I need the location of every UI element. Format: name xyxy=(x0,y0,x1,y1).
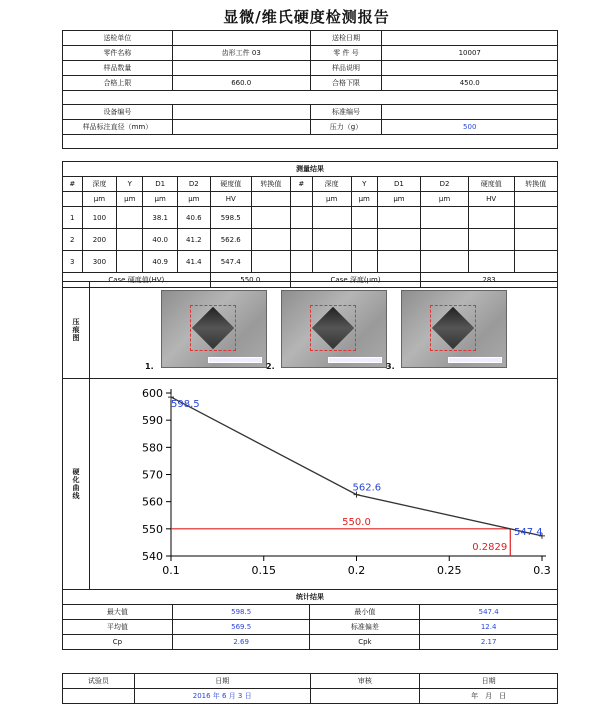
col-header: 深度 xyxy=(82,177,117,192)
signature-table xyxy=(62,673,558,704)
x-tick-label: 0.15 xyxy=(251,564,276,577)
info-label: 零 件 号 xyxy=(310,46,382,61)
x-tick-label: 0.3 xyxy=(533,564,551,577)
row-index: 2 xyxy=(63,229,83,251)
measure-header-row xyxy=(63,177,558,192)
table-row xyxy=(63,207,558,229)
d2-cell: 40.6 xyxy=(178,207,211,229)
col-header: D1 xyxy=(377,177,420,192)
unit-cell: μm xyxy=(351,192,377,207)
measure-table xyxy=(62,161,558,288)
signature-value xyxy=(310,689,420,704)
signature-label-row xyxy=(63,674,558,689)
case-hardness-label: Case 硬度值(HV) xyxy=(63,273,211,288)
info-table xyxy=(62,30,558,149)
depth-cell: 300 xyxy=(82,251,117,273)
crossing-label: 0.2829 xyxy=(472,542,508,553)
d1-cell: 38.1 xyxy=(143,207,178,229)
equip-value xyxy=(172,105,310,120)
col-header: 硬度值 xyxy=(210,177,251,192)
stats-row xyxy=(63,635,558,650)
equip-value xyxy=(382,105,558,120)
equip-row xyxy=(63,105,558,120)
info-label: 送检日期 xyxy=(310,31,382,46)
stat-value: 12.4 xyxy=(420,620,558,635)
unit-cell: μm xyxy=(377,192,420,207)
info-value: 齿形工件 03 xyxy=(172,46,310,61)
hardness-chart xyxy=(90,379,558,589)
indent-photo-3 xyxy=(401,290,507,368)
measure-title: 测量结果 xyxy=(63,162,558,177)
photo-number: 2. xyxy=(266,362,275,371)
x-tick-label: 0.2 xyxy=(347,564,366,577)
info-label: 合格下限 xyxy=(310,76,382,91)
unit-cell xyxy=(63,192,83,207)
col-header: D2 xyxy=(178,177,211,192)
y-tick-label: 580 xyxy=(142,441,163,455)
info-value xyxy=(172,31,310,46)
pressure-value: 500 xyxy=(382,120,558,135)
stats-row xyxy=(63,620,558,635)
stat-value: 547.4 xyxy=(420,605,558,620)
curve-section-label: 硬化曲线 xyxy=(63,379,90,589)
photo-number: 3. xyxy=(386,362,395,371)
y-tick-label: 550 xyxy=(142,522,163,536)
unit-cell: μm xyxy=(117,192,143,207)
info-row xyxy=(63,46,558,61)
depth-cell: 100 xyxy=(82,207,117,229)
unit-cell xyxy=(514,192,558,207)
col-header: # xyxy=(290,177,312,192)
info-label: 样品数量 xyxy=(63,61,173,76)
y-tick-label: 600 xyxy=(142,387,163,400)
d2-cell: 41.2 xyxy=(178,229,211,251)
info-label: 合格上限 xyxy=(63,76,173,91)
indent-photo-2 xyxy=(281,290,387,368)
info-value: 450.0 xyxy=(382,76,558,91)
unit-cell: HV xyxy=(210,192,251,207)
col-header: Y xyxy=(117,177,143,192)
info-value xyxy=(382,61,558,76)
info-value: 660.0 xyxy=(172,76,310,91)
stat-label: 标准偏差 xyxy=(310,620,420,635)
stat-label: Cp xyxy=(63,635,173,650)
y-cell xyxy=(117,251,143,273)
table-row xyxy=(63,229,558,251)
info-label: 样品说明 xyxy=(310,61,382,76)
col-header: D1 xyxy=(143,177,178,192)
photo-section-label: 压痕图 xyxy=(63,282,90,378)
unit-cell: HV xyxy=(468,192,514,207)
equip-label: 标准编号 xyxy=(310,105,382,120)
stats-row xyxy=(63,605,558,620)
y-tick-label: 540 xyxy=(142,550,163,563)
x-tick-label: 0.1 xyxy=(162,564,180,577)
stat-label: 平均值 xyxy=(63,620,173,635)
y-tick-label: 570 xyxy=(142,468,163,482)
unit-cell: μm xyxy=(312,192,351,207)
signature-label: 试验员 xyxy=(63,674,135,689)
d1-cell: 40.9 xyxy=(143,251,178,273)
report-title: 显微/维氏硬度检测报告 xyxy=(223,8,390,26)
unit-cell xyxy=(290,192,312,207)
unit-cell xyxy=(251,192,290,207)
stat-label: 最小值 xyxy=(310,605,420,620)
unit-cell: μm xyxy=(421,192,469,207)
d1-cell: 40.0 xyxy=(143,229,178,251)
info-row xyxy=(63,76,558,91)
y-tick-label: 590 xyxy=(142,414,163,428)
measure-unit-row xyxy=(63,192,558,207)
stats-title: 统计结果 xyxy=(63,590,558,605)
col-header: 硬度值 xyxy=(468,177,514,192)
hardness-cell: 598.5 xyxy=(210,207,251,229)
info-value xyxy=(382,31,558,46)
signature-value-row xyxy=(63,689,558,704)
unit-cell: μm xyxy=(143,192,178,207)
signature-label: 日期 xyxy=(420,674,558,689)
d2-cell: 41.4 xyxy=(178,251,211,273)
hardness-series-line xyxy=(171,397,542,536)
spacer-row xyxy=(63,135,558,149)
equip-label: 压力（g） xyxy=(310,120,382,135)
signature-label: 审核 xyxy=(310,674,420,689)
col-header: D2 xyxy=(421,177,469,192)
equip-value xyxy=(172,120,310,135)
case-depth-value: 283 xyxy=(421,273,558,288)
spacer-row xyxy=(63,91,558,105)
info-label: 零件名称 xyxy=(63,46,173,61)
equip-label: 设备编号 xyxy=(63,105,173,120)
x-tick-label: 0.25 xyxy=(437,564,462,577)
stat-value: 2.17 xyxy=(420,635,558,650)
info-row xyxy=(63,31,558,46)
y-cell xyxy=(117,229,143,251)
col-header: 转换值 xyxy=(251,177,290,192)
stat-value: 569.5 xyxy=(172,620,310,635)
curve-band xyxy=(62,378,558,590)
signature-date-value: 2016 年 6 月 3 日 xyxy=(134,689,310,704)
depth-cell: 200 xyxy=(82,229,117,251)
table-row xyxy=(63,251,558,273)
data-label: 547.4 xyxy=(514,526,543,538)
stats-table xyxy=(62,589,558,650)
indent-photo-1 xyxy=(161,290,267,368)
y-cell xyxy=(117,207,143,229)
info-value xyxy=(172,61,310,76)
stat-value: 598.5 xyxy=(172,605,310,620)
signature-value xyxy=(63,689,135,704)
col-header: 转换值 xyxy=(514,177,558,192)
hardness-cell: 547.4 xyxy=(210,251,251,273)
info-value: 10007 xyxy=(382,46,558,61)
col-header: 深度 xyxy=(312,177,351,192)
y-tick-label: 560 xyxy=(142,495,163,509)
signature-label: 日期 xyxy=(134,674,310,689)
photo-band xyxy=(62,281,558,379)
col-header: Y xyxy=(351,177,377,192)
stat-value: 2.69 xyxy=(172,635,310,650)
row-index: 1 xyxy=(63,207,83,229)
row-index: 3 xyxy=(63,251,83,273)
hardness-cell: 562.6 xyxy=(210,229,251,251)
case-hardness-value: 550.0 xyxy=(210,273,290,288)
equip-label: 样品标注直径（mm） xyxy=(63,120,173,135)
photo-number: 1. xyxy=(145,362,154,371)
data-label: 598.5 xyxy=(171,399,200,411)
equip-row xyxy=(63,120,558,135)
info-label: 送检单位 xyxy=(63,31,173,46)
info-row xyxy=(63,61,558,76)
unit-cell: μm xyxy=(82,192,117,207)
threshold-label: 550.0 xyxy=(342,516,371,528)
data-label: 562.6 xyxy=(352,482,382,494)
unit-cell: μm xyxy=(178,192,211,207)
stat-label: Cpk xyxy=(310,635,420,650)
case-depth-label: Case 深度(μm) xyxy=(290,273,420,288)
col-header: # xyxy=(63,177,83,192)
stat-label: 最大值 xyxy=(63,605,173,620)
signature-date-value: 年 月 日 xyxy=(420,689,558,704)
